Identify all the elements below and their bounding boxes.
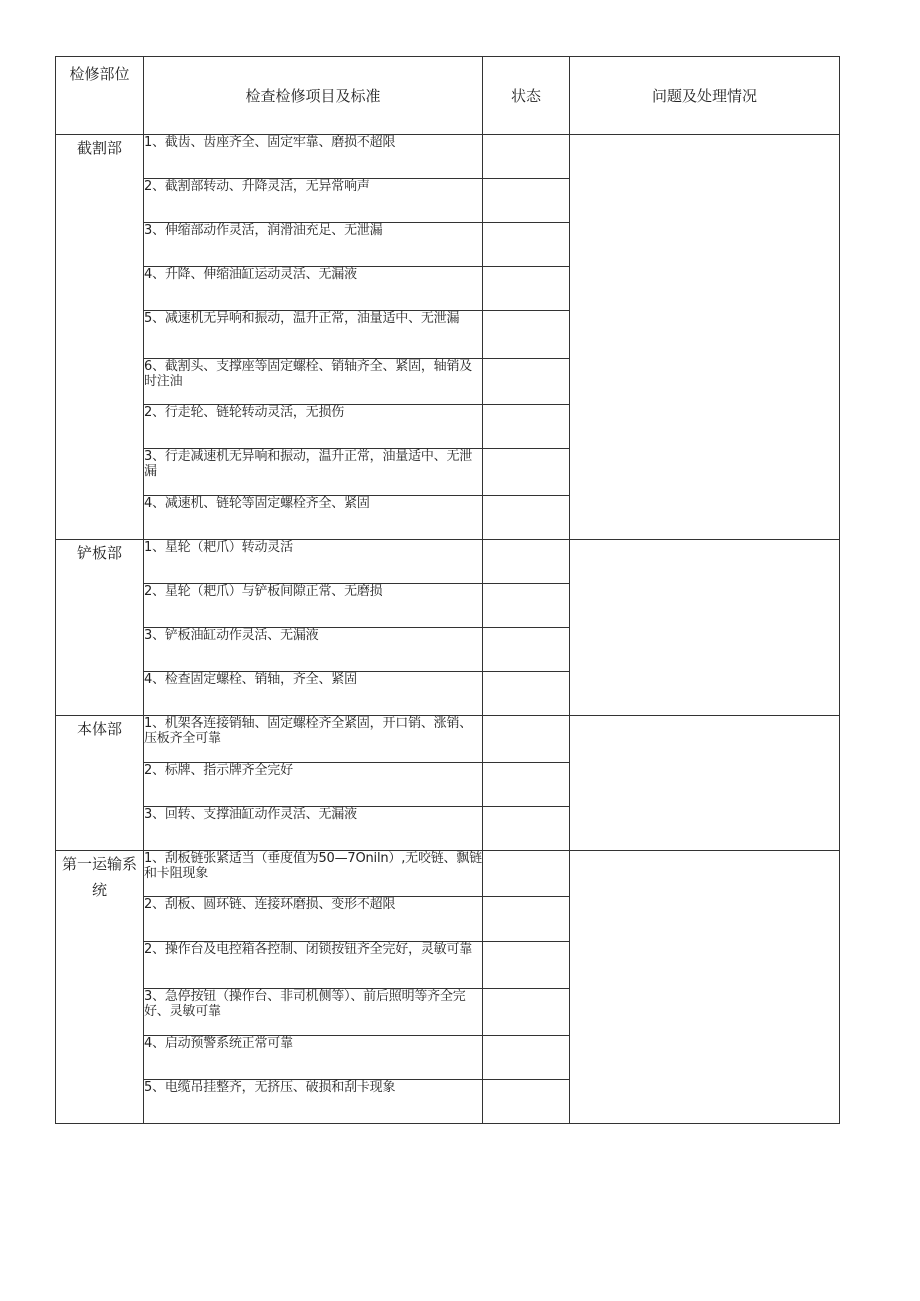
status-cell[interactable]	[483, 672, 570, 716]
status-cell[interactable]	[483, 807, 570, 851]
check-item: 3、铲板油缸动作灵活、无漏液	[144, 628, 483, 672]
check-item: 3、伸缩部动作灵活，润滑油充足、无泄漏	[144, 223, 483, 267]
table-row	[56, 716, 840, 763]
status-cell[interactable]	[483, 405, 570, 449]
header-row	[56, 57, 840, 135]
status-cell[interactable]	[483, 897, 570, 942]
check-item: 2、刮板、圆环链、连接环磨损、变形不超限	[144, 897, 483, 942]
status-cell[interactable]	[483, 716, 570, 763]
status-cell[interactable]	[483, 584, 570, 628]
check-item: 1、机架各连接销轴、固定螺栓齐全紧固，开口销、涨销、压板齐全可靠	[144, 716, 483, 763]
check-item: 1、刮板链张紧适当（垂度值为50—7Oniln）,无咬链、飘链和卡阻现象	[144, 851, 483, 897]
status-cell[interactable]	[483, 311, 570, 359]
check-item: 3、回转、支撑油缸动作灵活、无漏液	[144, 807, 483, 851]
check-item: 6、截割头、支撑座等固定螺栓、销轴齐全、紧固，轴销及时注油	[144, 359, 483, 405]
inspection-table	[55, 56, 840, 1124]
check-item: 4、减速机、链轮等固定螺栓齐全、紧固	[144, 496, 483, 540]
problem-cell[interactable]	[570, 540, 840, 716]
header-item: 检查检修项目及标准	[144, 57, 483, 135]
problem-cell[interactable]	[570, 851, 840, 1124]
check-item: 5、电缆吊挂整齐，无挤压、破损和刮卡现象	[144, 1080, 483, 1124]
check-item: 2、操作台及电控箱各控制、闭锁按钮齐全完好，灵敏可靠	[144, 942, 483, 989]
status-cell[interactable]	[483, 135, 570, 179]
table-row	[56, 540, 840, 584]
check-item: 4、检查固定螺栓、销轴，齐全、紧固	[144, 672, 483, 716]
section-part-shovel: 铲板部	[56, 540, 144, 716]
status-cell[interactable]	[483, 223, 570, 267]
status-cell[interactable]	[483, 496, 570, 540]
check-item: 1、截齿、齿座齐全、固定牢靠、磨损不超限	[144, 135, 483, 179]
section-part-body: 本体部	[56, 716, 144, 851]
check-item: 3、急停按钮（操作台、非司机侧等）、前后照明等齐全完好、灵敏可靠	[144, 989, 483, 1036]
status-cell[interactable]	[483, 763, 570, 807]
section-part-cutting: 截割部	[56, 135, 144, 540]
header-status: 状态	[483, 57, 570, 135]
header-problem: 问题及处理情况	[570, 57, 840, 135]
status-cell[interactable]	[483, 942, 570, 989]
check-item: 4、启动预警系统正常可靠	[144, 1036, 483, 1080]
problem-cell[interactable]	[570, 135, 840, 540]
status-cell[interactable]	[483, 540, 570, 584]
status-cell[interactable]	[483, 359, 570, 405]
status-cell[interactable]	[483, 989, 570, 1036]
check-item: 1、星轮（耙爪）转动灵活	[144, 540, 483, 584]
check-item: 4、升降、伸缩油缸运动灵活、无漏液	[144, 267, 483, 311]
status-cell[interactable]	[483, 628, 570, 672]
check-item: 2、截割部转动、升降灵活，无异常响声	[144, 179, 483, 223]
problem-cell[interactable]	[570, 716, 840, 851]
status-cell[interactable]	[483, 449, 570, 496]
status-cell[interactable]	[483, 267, 570, 311]
status-cell[interactable]	[483, 1080, 570, 1124]
check-item: 2、星轮（耙爪）与铲板间隙正常、无磨损	[144, 584, 483, 628]
status-cell[interactable]	[483, 1036, 570, 1080]
check-item: 3、行走减速机无异响和振动，温升正常，油量适中、无泄漏	[144, 449, 483, 496]
table-row	[56, 135, 840, 179]
check-item: 2、标牌、指示牌齐全完好	[144, 763, 483, 807]
check-item: 2、行走轮、链轮转动灵活，无损伤	[144, 405, 483, 449]
section-part-conveyor: 第一运输系统	[56, 851, 144, 1124]
status-cell[interactable]	[483, 179, 570, 223]
check-item: 5、减速机无异响和振动，温升正常，油量适中、无泄漏	[144, 311, 483, 359]
table-row	[56, 851, 840, 897]
header-part: 检修部位	[56, 57, 144, 135]
status-cell[interactable]	[483, 851, 570, 897]
